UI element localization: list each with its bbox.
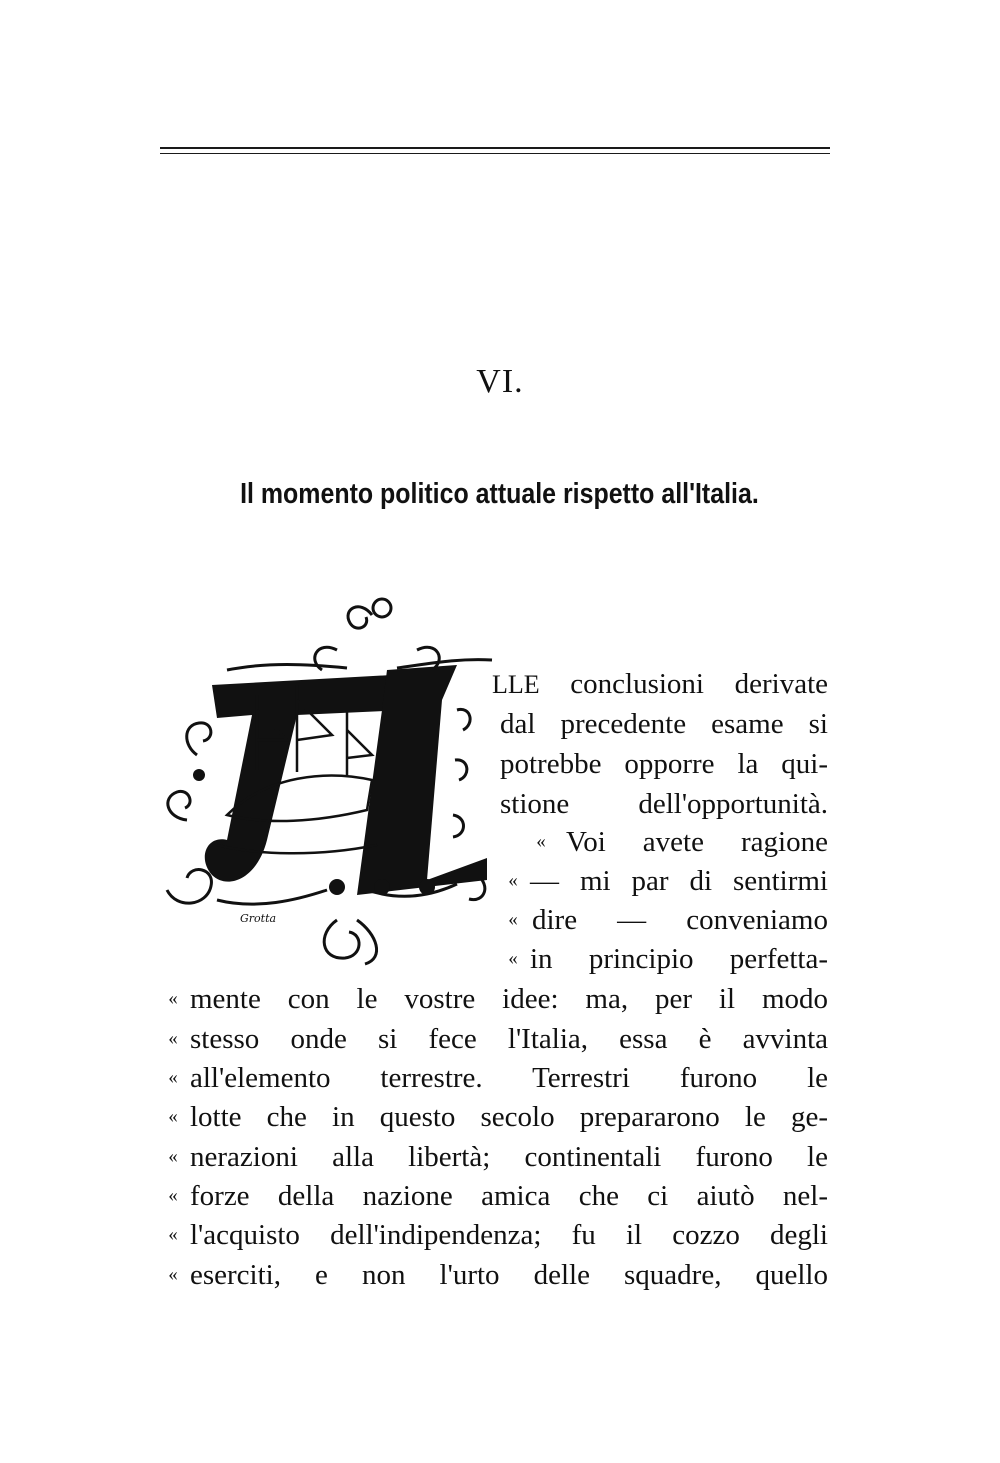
text-line	[0, 861, 1000, 901]
text-line-content: stione dell'opportunità.	[500, 788, 828, 820]
text-line-content: forze della nazione amica che ci aiutò nel-	[190, 1180, 828, 1212]
text-line	[0, 1215, 1000, 1255]
quotation-mark: «	[168, 988, 178, 1009]
quotation-mark: «	[536, 831, 546, 852]
text-line-content: dal precedente esame si	[500, 708, 828, 740]
quotation-mark: «	[168, 1264, 178, 1285]
text-line	[0, 1255, 1000, 1295]
text-line-content: stesso onde si fece l'Italia, essa è avvinta	[190, 1023, 828, 1055]
text-line-content: lotte che in questo secolo prepararono le ge-	[190, 1101, 828, 1133]
text-line	[0, 822, 1000, 862]
quotation-mark: «	[168, 1067, 178, 1088]
text-line-content: nerazioni alla libertà; continentali furono le	[190, 1141, 828, 1173]
quotation-mark: «	[508, 948, 518, 969]
text-line-content: in principio perfetta-	[530, 943, 828, 975]
quotation-mark: «	[168, 1028, 178, 1049]
quotation-mark: «	[168, 1106, 178, 1127]
text-line	[0, 939, 1000, 979]
header-rule-bottom	[160, 153, 830, 154]
line-text: conclusioni derivate	[570, 668, 828, 700]
text-line-content: all'elemento terrestre. Terrestri furono le	[190, 1062, 828, 1094]
text-line-content: eserciti, e non l'urto delle squadre, quello	[190, 1259, 828, 1291]
text-line	[0, 1019, 1000, 1059]
text-line-content	[492, 664, 828, 705]
text-line-content: mente con le vostre idee: ma, per il modo	[190, 983, 828, 1015]
illustrator-signature: Grotta	[240, 912, 277, 925]
text-line	[0, 979, 1000, 1019]
text-line	[0, 900, 1000, 940]
text-line	[0, 784, 1000, 824]
text-line	[0, 744, 1000, 784]
text-line	[0, 1137, 1000, 1177]
text-line	[0, 1097, 1000, 1137]
quotation-mark: «	[168, 1146, 178, 1167]
quotation-mark: «	[168, 1224, 178, 1245]
quotation-mark: «	[168, 1185, 178, 1206]
text-line	[0, 1176, 1000, 1216]
text-line-content: — mi par di sentirmi	[530, 865, 828, 897]
chapter-number: VI.	[476, 363, 524, 400]
chapter-title: Il momento politico attuale rispetto all'Italia.	[240, 478, 759, 510]
text-line	[0, 704, 1000, 744]
text-line-content: dire — conveniamo	[532, 904, 828, 936]
quotation-mark: «	[508, 870, 518, 891]
header-rule-top	[160, 147, 830, 149]
text-line	[0, 664, 1000, 704]
text-line-content: potrebbe opporre la qui-	[500, 748, 828, 780]
text-line-content: l'acquisto dell'indipendenza; fu il cozzo degli	[190, 1219, 828, 1251]
initial-continuation: LLE	[492, 670, 540, 699]
quotation-mark: «	[508, 909, 518, 930]
text-line-content: Voi avete ragione	[566, 826, 828, 858]
text-line	[0, 1058, 1000, 1098]
